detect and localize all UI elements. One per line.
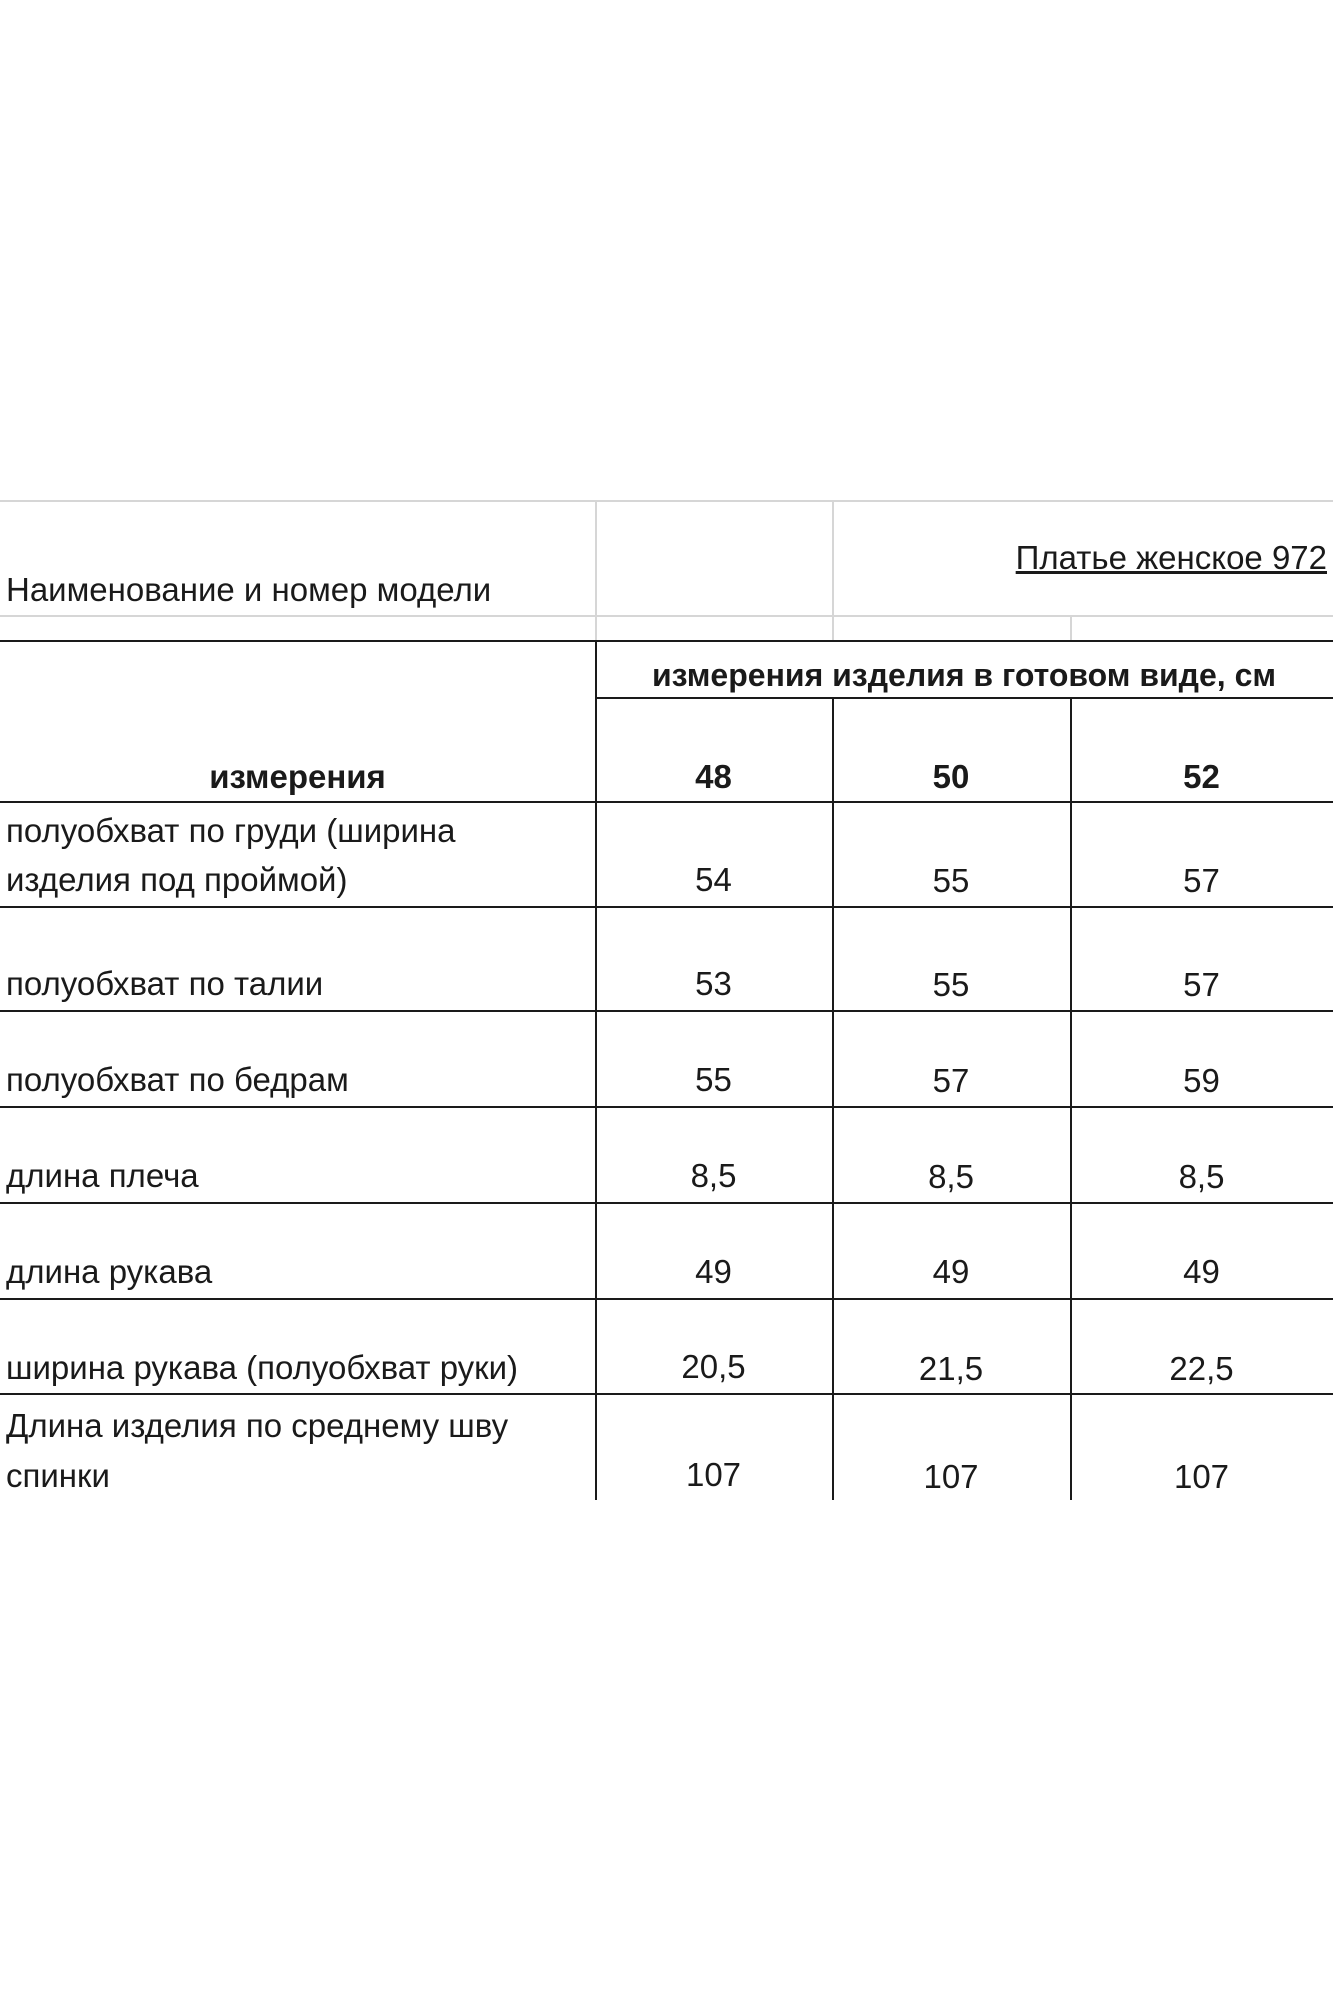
- cell-garment-length-50: 107: [923, 1458, 979, 1495]
- cell-hips-50: 57: [932, 1062, 970, 1099]
- cell-shoulder-52: 8,5: [1178, 1158, 1225, 1195]
- cell-garment-length-48: 107: [685, 1456, 742, 1493]
- cell-sleeve-width-50: 21,5: [918, 1350, 984, 1387]
- measurements-caption: измерения изделия в готовом виде, см: [651, 657, 1277, 693]
- cell-waist-48: 53: [695, 965, 732, 1002]
- cell-garment-length-52: 107: [1173, 1458, 1230, 1495]
- cell-shoulder-50: 8,5: [928, 1158, 974, 1195]
- cell-sleeve-width-52: 22,5: [1169, 1350, 1234, 1387]
- column-header-measurements: измерения: [209, 758, 386, 795]
- row-border-4: [0, 1202, 1333, 1204]
- cell-sleeve-width-48: 20,5: [681, 1348, 746, 1385]
- row-label-garment-length-line1: Длина изделия по среднему шву: [6, 1407, 509, 1444]
- cell-sleeve-length-48: 49: [695, 1253, 732, 1290]
- cell-waist-52: 57: [1183, 966, 1220, 1003]
- size-header-48: 48: [695, 758, 732, 795]
- row-border-1: [0, 906, 1333, 908]
- cell-chest-50: 55: [932, 862, 970, 899]
- cell-chest-52: 57: [1183, 862, 1220, 899]
- model-name: Платье женское 972: [1015, 539, 1327, 576]
- size-header-52: 52: [1183, 758, 1220, 795]
- row-label-chest-line1: полуобхват по груди (ширина: [6, 812, 456, 849]
- cell-sleeve-length-52: 49: [1183, 1253, 1220, 1290]
- size-header-50: 50: [932, 758, 970, 795]
- model-label: Наименование и номер модели: [6, 571, 492, 608]
- row-label-chest-line2: изделия под проймой): [6, 861, 348, 898]
- row-border-3: [0, 1106, 1333, 1108]
- row-label-garment-length-line2: спинки: [6, 1457, 110, 1494]
- row-label-sleeve-width: ширина рукава (полуобхват руки): [6, 1349, 519, 1386]
- grid-line-vertical-1: [595, 500, 597, 640]
- grid-line-under-title: [0, 615, 1333, 617]
- row-border-2: [0, 1010, 1333, 1012]
- grid-line-vertical-2: [832, 500, 834, 640]
- row-border-5: [0, 1298, 1333, 1300]
- cell-chest-48: 54: [695, 861, 732, 898]
- cell-shoulder-48: 8,5: [690, 1157, 737, 1194]
- table-border-top: [0, 640, 1333, 642]
- grid-line-top: [0, 500, 1333, 502]
- cell-hips-52: 59: [1183, 1062, 1220, 1099]
- row-label-shoulder-length: длина плеча: [6, 1157, 199, 1194]
- row-label-hips: полуобхват по бедрам: [6, 1061, 349, 1098]
- grid-line-vertical-3: [1070, 615, 1072, 640]
- cell-sleeve-length-50: 49: [932, 1253, 970, 1290]
- row-label-sleeve-length: длина рукава: [6, 1253, 213, 1290]
- cell-hips-48: 55: [695, 1061, 732, 1098]
- row-label-waist: полуобхват по талии: [6, 965, 324, 1002]
- cell-waist-50: 55: [932, 966, 970, 1003]
